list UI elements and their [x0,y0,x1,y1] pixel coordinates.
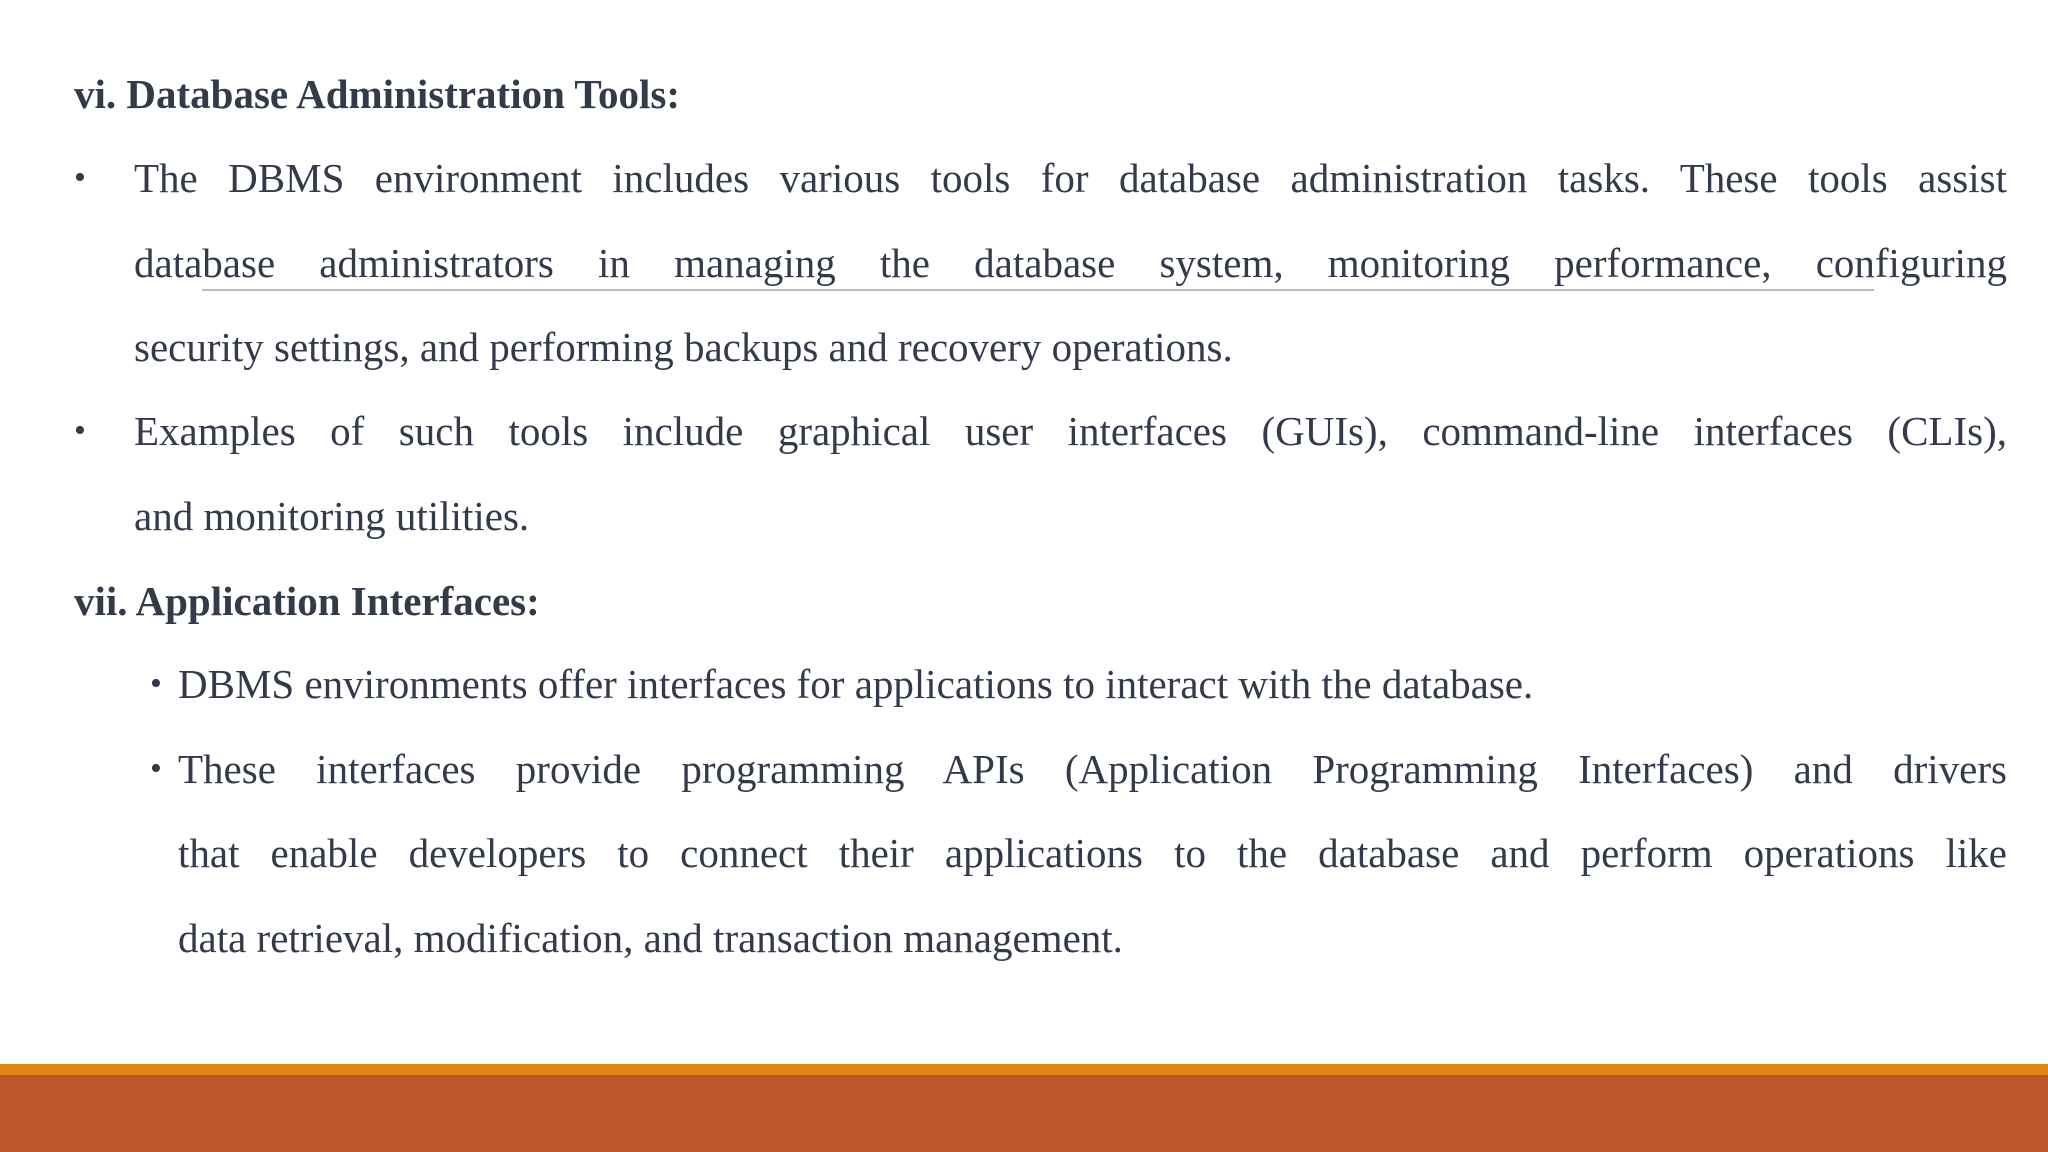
bullet-icon: • [74,159,86,196]
section-heading-vi: vi. Database Administration Tools: [74,71,680,117]
bullet-icon: • [150,750,162,787]
paragraph-line: DBMS environments offer interfaces for applications to interact with the database. [178,661,1534,707]
bullet-icon: • [74,412,86,449]
paragraph-line: These interfaces provide programming APIs (Application Programming Interfaces) and drivers [178,746,2007,792]
footer-bar [0,1075,2048,1152]
bullet-icon: • [150,665,162,702]
paragraph-line: data retrieval, modification, and transaction management. [178,915,1123,961]
paragraph-line: and monitoring utilities. [134,493,530,539]
footer-accent-bar [0,1064,2048,1075]
paragraph-line: security settings, and performing backups and recovery operations. [134,324,1233,370]
paragraph-line: database administrators in managing the database system, monitoring performance, configuring [134,240,2007,286]
paragraph-line: Examples of such tools include graphical user interfaces (GUIs), command-line interfaces (CLIs), [134,408,2007,454]
divider-line [202,289,1874,291]
paragraph-line: The DBMS environment includes various tools for database administration tasks. These tools assist [134,155,2007,201]
section-heading-vii: vii. Application Interfaces: [74,578,540,624]
paragraph-line: that enable developers to connect their applications to the database and perform operations like [178,830,2007,876]
